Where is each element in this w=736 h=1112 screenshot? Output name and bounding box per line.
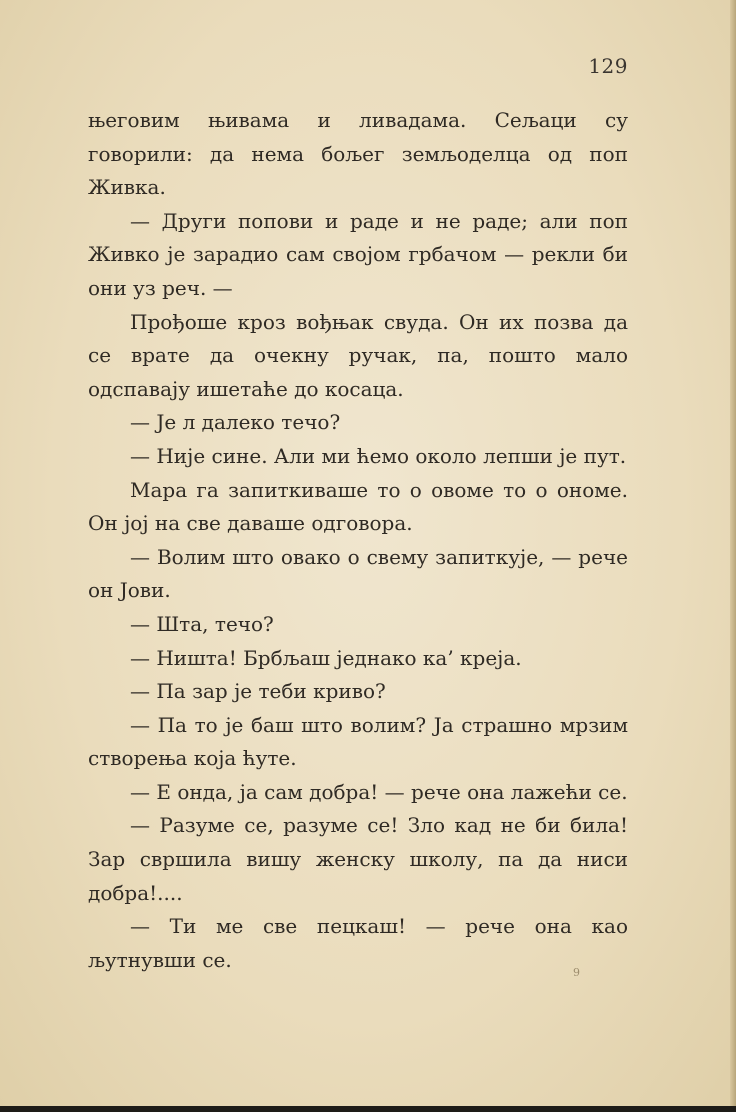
paragraph: — Ништа! Брбљаш једнако ка’ креја. [130, 645, 522, 670]
paragraph: — Шта, течо? [130, 611, 274, 636]
paragraph: — Је л далеко течо? [130, 410, 341, 435]
paragraph: Прођоше кроз вођњак свуда. Он их позва да се врате да очекну ручак, па, пошто мало одспавају ишетаће до косаца. [88, 309, 628, 401]
paragraph: — Разуме се, разуме се! Зло кад не би била! Зар свршила вишу женску школу, па да ниси добра!.... [88, 813, 628, 905]
paragraph: — Па то је баш што волим? Ја страшно мрзим створења која ћуте. [88, 712, 628, 771]
paragraph: — Волим што овако о свему запиткује, — рече он Јови. [88, 544, 628, 603]
paragraph: — Е онда, ја сам добра! — рече она лажећи се. [130, 779, 628, 804]
page-bottom-edge [0, 1106, 736, 1112]
paragraph: — Па зар је теби криво? [130, 679, 386, 704]
page-number: 129 [588, 54, 628, 78]
body-text [88, 104, 628, 977]
paragraph: — Други попови и раде и не раде; али поп Живко је зарадио сам својом грбачом — рекли би они уз реч. — [88, 208, 628, 300]
paragraph: Мара га запиткиваше то о овоме то о ономе. Он јој на све даваше одговора. [88, 477, 628, 536]
signature-mark: 9 [573, 966, 580, 979]
paragraph: — Ти ме све пецкаш! — рече она као љутнувши се. [88, 914, 628, 972]
page-edge [730, 0, 736, 1112]
paragraph: — Није сине. Али ми ћемо около лепши је пут. [130, 443, 627, 468]
paragraph: његовим њивама и ливадама. Сељаци су говорили: да нема бољег земљоделца од поп Живка. [88, 108, 628, 200]
